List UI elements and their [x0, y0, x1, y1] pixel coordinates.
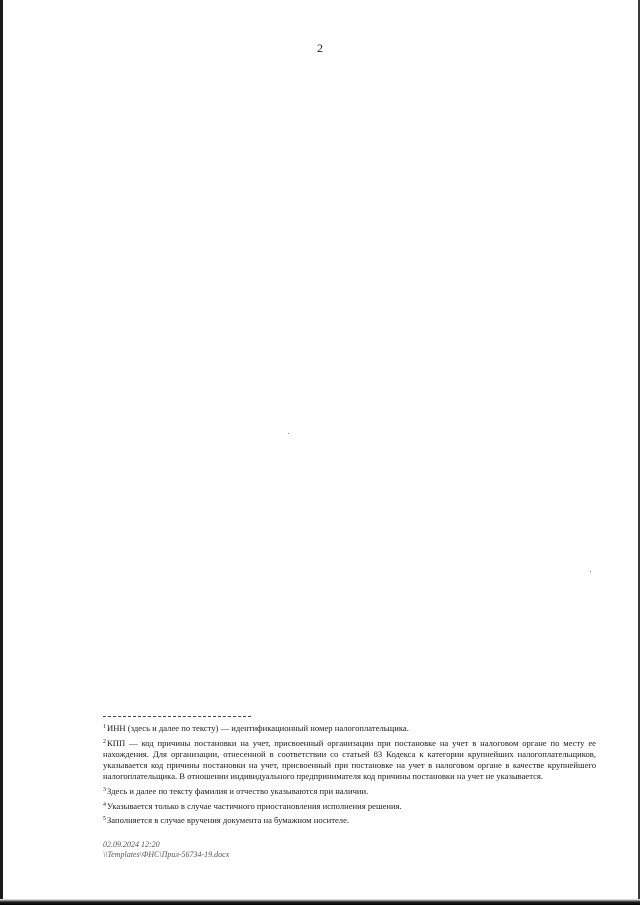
footnote-mark: 2 — [103, 738, 106, 745]
footnote-mark: 5 — [103, 816, 106, 823]
footnote-text: Здесь и далее по тексту фамилия и отчество указываются при наличии. — [107, 786, 369, 797]
footnote-5 — [103, 814, 596, 826]
page-number: 2 — [317, 41, 323, 55]
stamp-file-path: \\Templates\ФНС\Прил-56734-19.docx — [103, 850, 230, 859]
scan-left-edge — [0, 0, 3, 905]
footnote-1 — [103, 722, 596, 734]
scan-speck — [288, 433, 289, 434]
footnote-text: КПП — код причины постановки на учет, присвоенный организации при постановке на учет в налоговом органе по месту ее нахождения. Для организации, отнесенной в соответствии со статьей 83 Кодекса к категории крупнейших налогоплательщиков, указывается код причины постановки на учет, присвоенный при постановке на учет в налоговом органе в качестве крупнейшего налогоплательщика. В отношении индивидуального предпринимателя код причины постановки на учет не указывается. — [103, 737, 596, 782]
footnote-mark: 4 — [103, 801, 106, 808]
scan-bottom-edge — [0, 899, 640, 905]
footnote-text: Указывается только в случае частичного приостановления исполнения решения. — [107, 800, 402, 811]
footnotes — [103, 722, 596, 829]
footnote-divider — [103, 716, 251, 717]
footnote-2 — [103, 737, 596, 783]
scan-speck — [590, 571, 591, 572]
footnote-mark: 3 — [103, 787, 106, 794]
stamp-datetime: 02.09.2024 12:20 — [103, 840, 160, 849]
footnote-text: ИНН (здесь и далее по тексту) — идентификационный номер налогоплательщика. — [107, 723, 409, 733]
footnote-3 — [103, 785, 596, 797]
footnote-mark: 1 — [103, 724, 106, 730]
footnote-text: Заполняется в случае вручения документа на бумажном носителе. — [107, 815, 350, 826]
print-stamp — [103, 840, 229, 860]
footnote-4 — [103, 800, 596, 812]
